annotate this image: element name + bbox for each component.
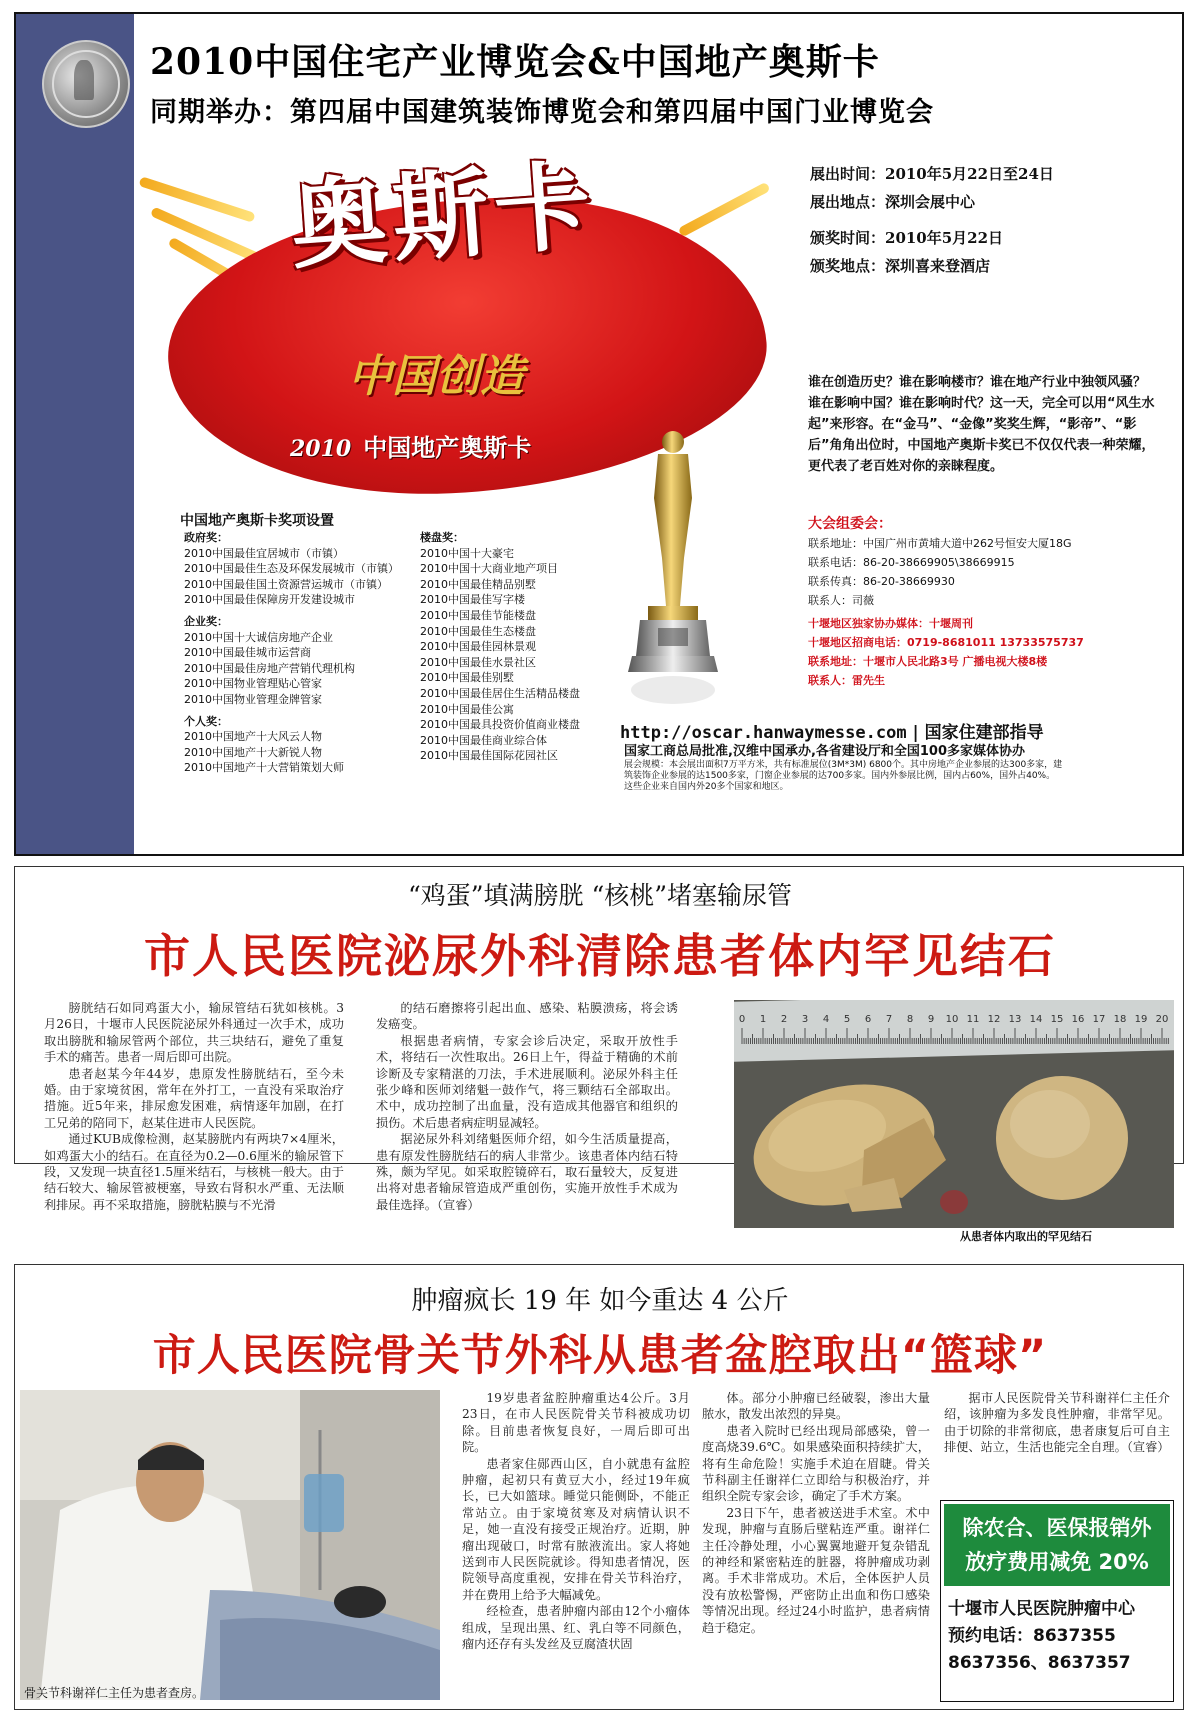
local-contact-line: 联系人：雷先生 — [808, 674, 885, 687]
contact-line: 联系地址：中国广州市黄埔大道中262号恒安大厦18G — [808, 537, 1072, 550]
oscar-medal-logo — [42, 40, 130, 128]
event-info — [810, 160, 1054, 280]
award-item: 2010中国最佳园林景观 — [420, 640, 536, 654]
photo-caption: 从患者体内取出的罕见结石 — [960, 1230, 1092, 1243]
paragraph: 体。部分小肿瘤已经破裂，渗出大量脓水，散发出浓烈的异臭。 — [702, 1391, 930, 1422]
ruler-label: 13 — [1008, 1014, 1022, 1025]
award-item: 2010中国最佳精品别墅 — [420, 577, 536, 591]
ruler-label: 17 — [1092, 1014, 1106, 1025]
ruler-label: 2 — [780, 1014, 788, 1025]
ruler-label: 5 — [843, 1014, 851, 1025]
contact-line: 联系人：司薇 — [808, 594, 874, 607]
award-item: 2010中国最佳居住生活精品楼盘 — [420, 686, 580, 700]
award-item: 2010中国最佳宜居城市（市镇） — [184, 546, 344, 560]
organizer-contacts — [808, 515, 1084, 690]
article1-kicker: “鸡蛋”填满膀胱 “核桃”堵塞输尿管 — [407, 881, 793, 910]
award-item: 2010中国最佳商业综合体 — [420, 733, 547, 747]
ruler-label: 3 — [801, 1014, 809, 1025]
ruler-label: 0 — [738, 1014, 746, 1025]
article1-headline: 市人民医院泌尿外科清除患者体内罕见结石 — [144, 929, 1056, 983]
award-item: 2010中国最佳生态楼盘 — [420, 624, 536, 638]
ruler-label: 1 — [759, 1014, 767, 1025]
ruler-label: 8 — [906, 1014, 914, 1025]
paragraph: 经检查，患者肿瘤内部由12个小瘤体组成，呈现出黑、红、乳白等不同颜色，瘤内还存有头发丝及豆腐渣状固 — [462, 1604, 690, 1652]
emblem-caption — [290, 428, 531, 463]
ruler-label: 16 — [1071, 1014, 1085, 1025]
award-item: 2010中国十大诚信房地产企业 — [184, 630, 333, 644]
awards-title: 中国地产奥斯卡奖项设置 — [180, 513, 334, 529]
paragraph: 的结石磨擦将引起出血、感染、粘膜溃疡，将会诱发癌变。 — [376, 1001, 678, 1032]
award-group-header: 个人奖： — [184, 714, 228, 728]
award-item: 2010中国最佳水景社区 — [420, 655, 536, 669]
paragraph: 通过KUB成像检测，赵某膀胱内有两块7×4厘米，如鸡蛋大小的结石。在直径为0.2—0.6厘米的输尿管下段，又发现一块直径1.5厘米结石，与核桃一般大。由于结石较大、输尿管被梗塞，导致右肾积水严重、无法顺利排尿。再不采取措施，膀胱粘膜与不光滑 — [44, 1132, 344, 1212]
award-item: 2010中国地产十大风云人物 — [184, 730, 322, 744]
ruler-label: 6 — [864, 1014, 872, 1025]
info-exhibit-venue: 展出地点：深圳会展中心 — [810, 193, 976, 211]
award-item: 2010中国最佳保障房开发建设城市 — [184, 593, 355, 607]
tumor-center-contact — [948, 1596, 1170, 1677]
paragraph: 23日下午，患者被送进手术室。术中发现，肿瘤与直肠后壁粘连严重。谢祥仁主任冷静处理，小心翼翼地避开复杂错乱的神经和紧密粘连的脏器，将肿瘤成功剥离。手术非常成功。术后，全体医护人员没有放松警惕，严密防止出血和伤口感染等情况出现。经过24小时监护，患者病情趋于稳定。 — [702, 1505, 930, 1635]
ruler-label: 10 — [945, 1014, 959, 1025]
reimbursement-banner — [944, 1504, 1170, 1586]
award-group-header: 楼盘奖： — [420, 531, 464, 544]
local-contact-line: 十堰地区招商电话：0719-8681011 13733575737 — [808, 636, 1084, 649]
kidney-stones-photo — [734, 1000, 1174, 1228]
ruler-label: 9 — [927, 1014, 935, 1025]
awards-right-column — [420, 530, 580, 764]
ad-url-suffix: | 国家住建部指导 — [906, 723, 1044, 743]
award-item: 2010中国十大豪宅 — [420, 546, 514, 560]
award-item: 2010中国最具投资价值商业楼盘 — [420, 718, 580, 732]
award-item: 2010中国地产十大新锐人物 — [184, 745, 322, 759]
award-group-header: 企业奖： — [184, 614, 228, 628]
ad-title: 2010中国住宅产业博览会&中国地产奥斯卡 — [150, 41, 880, 83]
award-item: 2010中国最佳写字楼 — [420, 593, 525, 607]
ruler-label: 4 — [822, 1014, 830, 1025]
phone-label: 预约电话： — [948, 1626, 1033, 1646]
article2-column-2 — [702, 1390, 930, 1636]
award-item: 2010中国最佳别墅 — [420, 671, 514, 685]
paragraph: 19岁患者盆腔肿瘤重达4公斤。3月23日，在市人民医院骨关节科被成功切除。目前患者恢复良好，一周后即可出院。 — [462, 1391, 690, 1455]
doctor-ward-round-photo — [20, 1390, 440, 1700]
ad-sponsors-line: 国家工商总局批准,汉维中国承办,各省建设厅和全国100多家媒体协办 — [624, 744, 1026, 759]
contact-line: 联系传真：86-20-38669930 — [808, 575, 955, 588]
oscar-trophy-image — [618, 428, 728, 718]
ad-url[interactable]: http://oscar.hanwaymesse.com — [620, 723, 907, 743]
info-award-time: 颁奖时间：2010年5月22日 — [810, 229, 1004, 247]
award-group-header: 政府奖： — [184, 531, 228, 544]
banner-line-1: 除农合、医保报销外 — [962, 1516, 1152, 1540]
paragraph: 膀胱结石如同鸡蛋大小，输尿管结石犹如核桃。3月26日，十堰市人民医院泌尿外科通过一次手术，成功取出膀胱和输尿管两个部位，共三块结石，避免了重复手术的痛苦。患者一周后即可出院。 — [44, 1001, 344, 1065]
paragraph: 据市人民医院骨关节科谢祥仁主任介绍，该肿瘤为多发良性肿瘤，非常罕见。由于切除的非常彻底，患者康复后可自主排便、站立，生活也能完全自理。（宣睿） — [944, 1391, 1170, 1455]
award-item: 2010中国最佳房地产营销代理机构 — [184, 661, 355, 675]
ad-subtitle: 同期举办：第四届中国建筑装饰博览会和第四届中国门业博览会 — [150, 97, 934, 128]
article2-column-3 — [944, 1390, 1170, 1456]
award-item: 2010中国物业管理贴心管家 — [184, 677, 322, 691]
paragraph: 患者赵某今年44岁，患原发性膀胱结石，至今未婚。由于家境贫困，常年在外打工，一直没有采取治疗措施。近5年来，排尿愈发困难，病情逐年加剧，在打工兄弟的陪同下，赵某住进市人民医院。 — [44, 1066, 344, 1130]
award-item: 2010中国最佳国际花园社区 — [420, 749, 558, 763]
ruler-label: 12 — [987, 1014, 1001, 1025]
local-contact-line: 十堰地区独家协办媒体：十堰周刊 — [808, 617, 973, 630]
awards-left-column — [184, 530, 399, 776]
phone-number: 8637356、8637357 — [948, 1653, 1131, 1673]
article2-kicker: 肿瘤疯长 19 年 如今重达 4 公斤 — [411, 1286, 789, 1316]
article1-column-2 — [376, 1000, 678, 1213]
ruler-label: 20 — [1155, 1014, 1169, 1025]
slogan-calligraphy: 中国创造 — [348, 351, 524, 402]
article2-column-1 — [462, 1390, 690, 1653]
ruler-label: 18 — [1113, 1014, 1127, 1025]
ruler-label: 7 — [885, 1014, 893, 1025]
ad-blurb: 谁在创造历史？谁在影响楼市？谁在地产行业中独领风骚？谁在影响中国？谁在影响时代？这一天，完全可以用“风生水起”来形容。在“金马”、“金像”奖奖生辉，“影帝”、“影后”角角出位时，中国地产奥斯卡奖已不仅仅代表一种荣耀，更代表了老百姓对你的亲睐程度。 — [808, 375, 1155, 474]
award-item: 2010中国最佳生态及环保发展城市（市镇） — [184, 562, 399, 576]
info-award-venue: 颁奖地点：深圳喜来登酒店 — [810, 257, 991, 275]
banner-line-2: 放疗费用减免 20% — [965, 1550, 1149, 1574]
emblem-name: 中国地产奥斯卡 — [363, 433, 532, 462]
ad-side-bar — [16, 14, 134, 854]
ruler-label: 15 — [1050, 1014, 1064, 1025]
award-item: 2010中国最佳节能楼盘 — [420, 608, 536, 622]
award-item: 2010中国最佳公寓 — [420, 702, 514, 716]
paragraph: 患者家住郧西山区，自小就患有盆腔肿瘤，起初只有黄豆大小，经过19年疯长，已大如篮球。睡觉只能侧卧，不能正常站立。由于家境贫寒及对病情认识不足，她一直没有接受正规治疗。近期，肿瘤出现破口，时常有脓液流出。家人将她送到市人民医院就诊。得知患者情况，医院领导高度重视，安排在骨关节科治疗，并在费用上给予大幅减免。 — [462, 1456, 690, 1602]
center-name: 十堰市人民医院肿瘤中心 — [948, 1599, 1135, 1619]
emblem-year: 2010 — [290, 436, 352, 462]
award-item: 2010中国十大商业地产项目 — [420, 562, 558, 576]
award-item: 2010中国最佳城市运营商 — [184, 646, 311, 660]
article2-headline: 市人民医院骨关节外科从患者盆腔取出“篮球” — [152, 1331, 1048, 1381]
paragraph: 据泌尿外科刘绪魁医师介绍，如今生活质量提高，患有原发性膀胱结石的病人非常少。该患者体内结石特殊，颇为罕见。如采取腔镜碎石，取石量较大，反复进出将对患者输尿管造成严重创伤，实施开放性手术成为最佳选择。（宣睿） — [376, 1132, 678, 1212]
award-item: 2010中国最佳国土资源营运城市（市镇） — [184, 577, 388, 591]
organizer-header: 大会组委会： — [808, 516, 892, 532]
local-contact-line: 联系地址：十堰市人民北路3号 广播电视大楼8楼 — [808, 655, 1048, 668]
award-item: 2010中国物业管理金牌管家 — [184, 692, 322, 706]
article1-column-1 — [44, 1000, 344, 1213]
phone-number: 8637355 — [1033, 1626, 1116, 1646]
contact-line: 联系电话：86-20-38669905\38669915 — [808, 556, 1015, 569]
oscar-logo-text: 奥斯卡 — [286, 149, 601, 283]
award-item: 2010中国地产十大营销策划大师 — [184, 761, 344, 775]
info-exhibit-time: 展出时间：2010年5月22日至24日 — [810, 165, 1054, 183]
ruler-label: 19 — [1134, 1014, 1148, 1025]
paragraph: 根据患者病情，专家会诊后决定，采取开放性手术，将结石一次性取出。26日上午，得益于精确的术前诊断及专家精湛的刀法，手术进展顺利。泌尿外科主任张少峰和医师刘绪魁一鼓作气，将三颗结石全部取出。术中，成功控制了出血量，没有造成其他器官和组织的损伤。术后患者病症明显减轻。 — [376, 1033, 678, 1130]
photo-caption: 骨关节科谢祥仁主任为患者查房。 — [24, 1686, 205, 1700]
ruler-label: 14 — [1029, 1014, 1043, 1025]
paragraph: 患者入院时已经出现局部感染，曾一度高烧39.6℃。如果感染面积持续扩大，将有生命危险！实施手术迫在眉睫。骨关节科副主任谢祥仁立即给与积极治疗，并组织全院专家会诊，确定了手术方案。 — [702, 1423, 930, 1504]
ad-fine-print: 展会规模：本会展出面积7万平方米，共有标准展位(3M*3M) 6800个。其中房地产企业参展的达300多家，建筑装饰企业参展的达1500多家，门窗企业参展的达700多家。国内外参展比例，国内占60%，国外占40%。这些企业来自国内外20多个国家和地区。 — [624, 760, 1063, 792]
ruler-label: 11 — [966, 1014, 980, 1025]
